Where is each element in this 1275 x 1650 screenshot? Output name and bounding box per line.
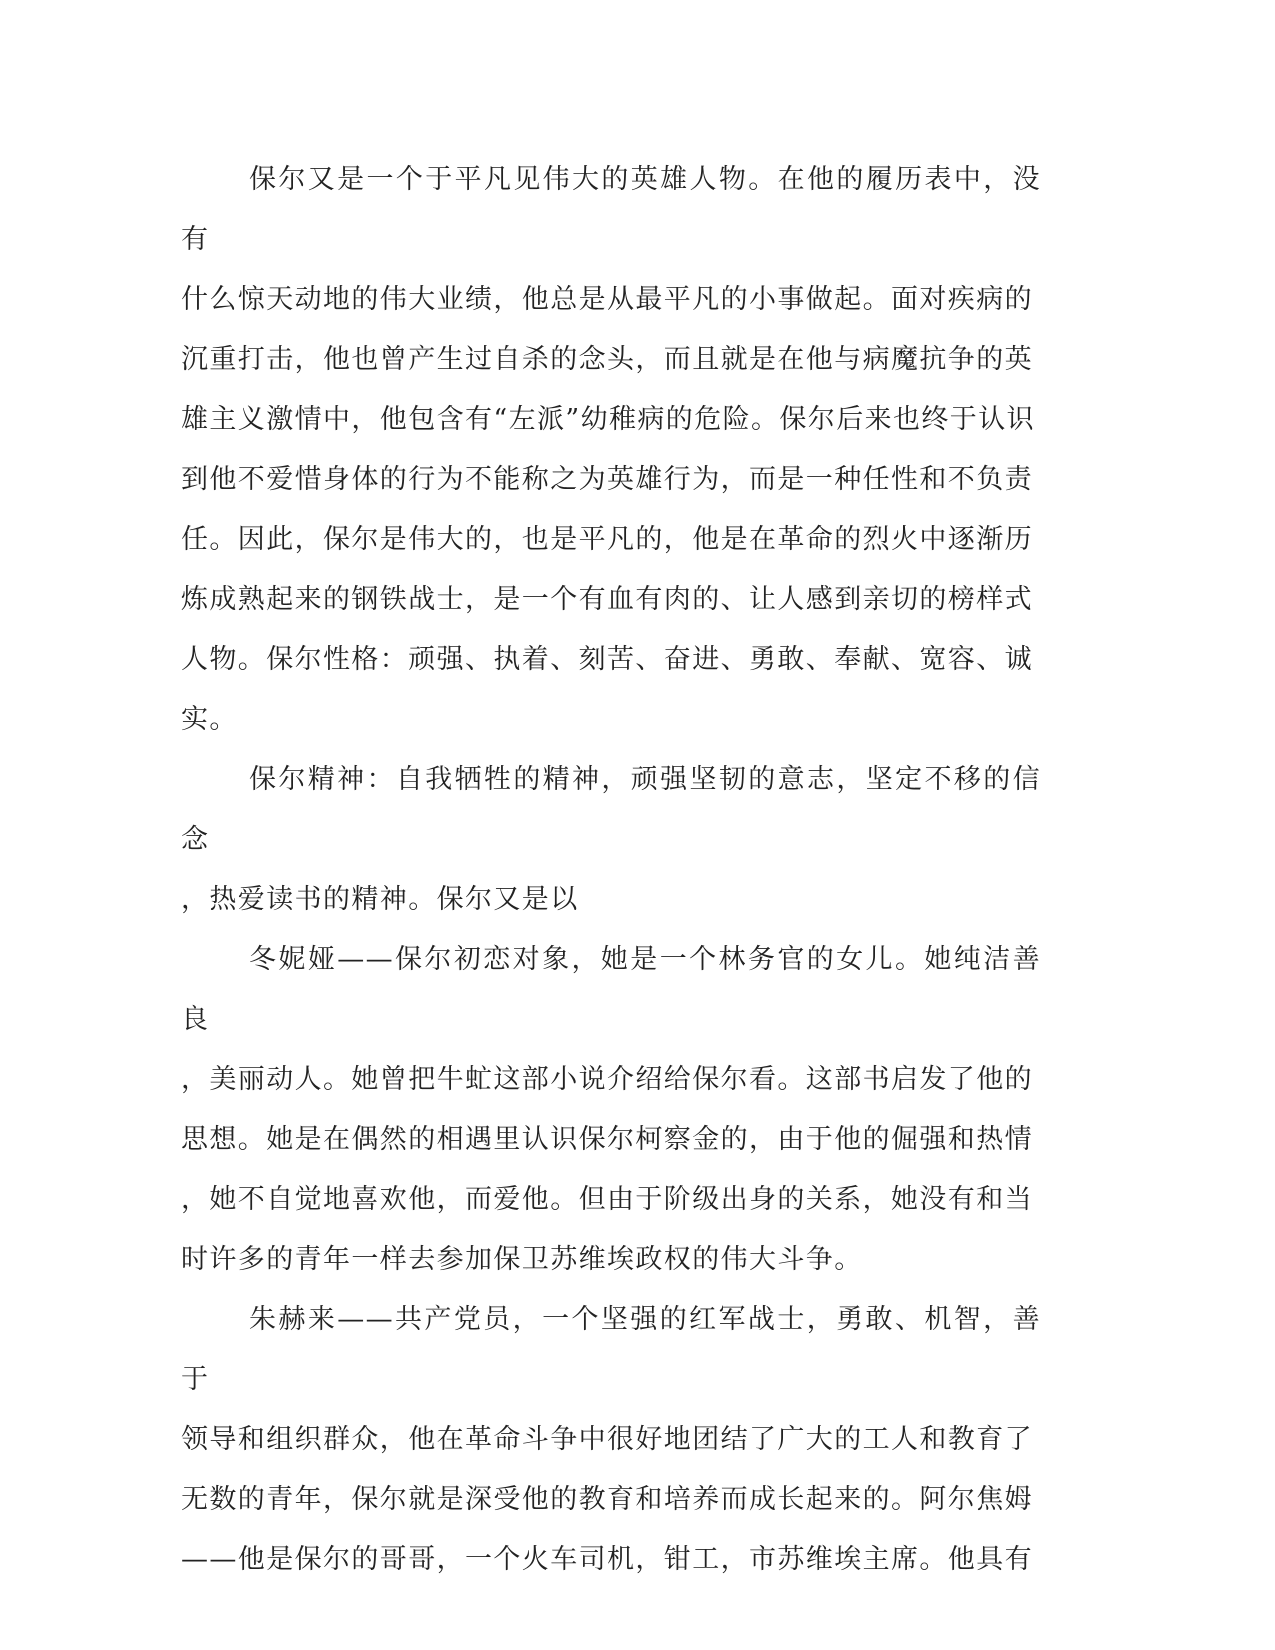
paragraph-paul-spirit: 保尔精神：自我牺牲的精神，顽强坚韧的意志，坚定不移的信念 ，热爱读书的精神。保尔又是以	[181, 764, 1041, 915]
paragraph-zhukhrai: 朱赫来——共产党员，一个坚强的红军战士，勇敢、机智，善于 领导和组织群众，他在革命斗争中很好地团结了广大的工人和教育了 无数的青年，保尔就是深受他的教育和培养而成长起来的。阿尔焦姆 ——他是保尔的哥哥，一个火车司机，钳工，市苏维埃主席。他具有	[181, 1304, 1041, 1575]
paragraph-tonya: 冬妮娅——保尔初恋对象，她是一个林务官的女儿。她纯洁善良 ，美丽动人。她曾把牛虻这部小说介绍给保尔看。这部书启发了他的 思想。她是在偶然的相遇里认识保尔柯察金的，由于他的倔强和热情 ，她不自觉地喜欢他，而爱他。但由于阶级出身的关系，她没有和当 时许多的青年一样去参加保卫苏维埃政权的伟大斗争。	[181, 944, 1041, 1275]
paragraph-paul-hero: 保尔又是一个于平凡见伟大的英雄人物。在他的履历表中，没有 什么惊天动地的伟大业绩，他总是从最平凡的小事做起。面对疾病的 沉重打击，他也曾产生过自杀的念头，而且就是在他与病魔抗争的英 雄主义激情中，他包含有“左派”幼稚病的危险。保尔后来也终于认识 到他不爱惜身体的行为不能称之为英雄行为，而是一种任性和不负责 任。因此，保尔是伟大的，也是平凡的，他是在革命的烈火中逐渐历 炼成熟起来的钢铁战士，是一个有血有肉的、让人感到亲切的榜样式 人物。保尔性格：顽强、执着、刻苦、奋进、勇敢、奉献、宽容、诚 实。	[181, 164, 1041, 735]
document-body	[181, 150, 1041, 1590]
